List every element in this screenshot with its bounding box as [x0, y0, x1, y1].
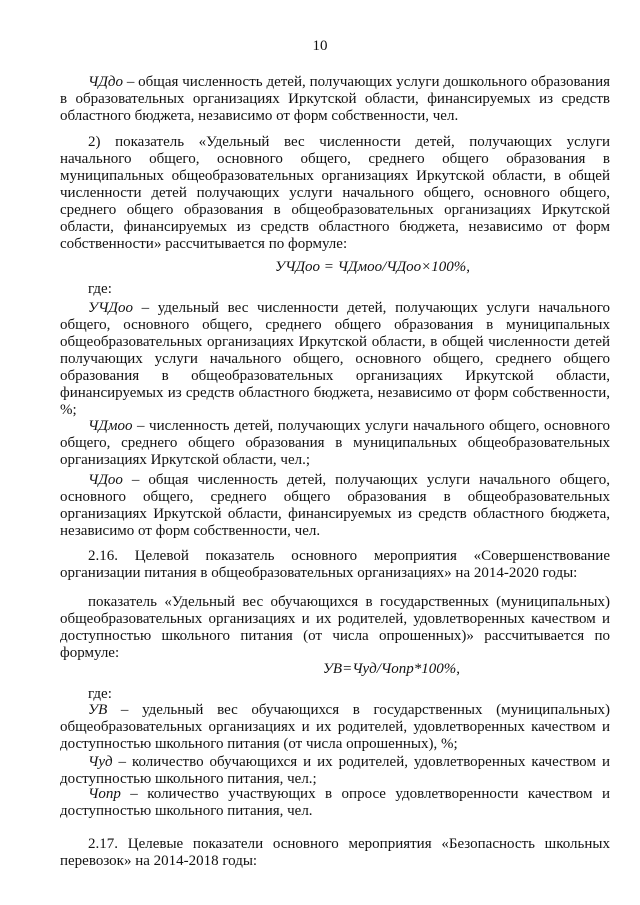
text-line: образования в общеобразовательных организациях Иркутской области, — [60, 368, 610, 384]
text-line: области, финансируемых из средств областного бюджета, независимо от форм — [60, 219, 610, 235]
paragraph — [60, 661, 610, 678]
paragraph — [60, 134, 610, 253]
text-line: общего, среднего общего образования в муниципальных общеобразовательных — [60, 435, 610, 451]
formula-line: УЧДоо = ЧДмоо/ЧДоо×100%, — [275, 259, 470, 275]
text-line: где: — [88, 686, 112, 702]
text-line: доступностью школьного питания (от числа опрошенных), %; — [60, 736, 458, 752]
text-line: перевозок» на 2014-2018 годы: — [60, 853, 258, 869]
text-line: доступностью школьного питания, чел. — [60, 803, 313, 819]
text-line: ЧДдо – общая численность детей, получающих услуги дошкольного образования — [88, 74, 610, 90]
text-line: получающих услуги начального общего, основного общего, среднего общего — [60, 351, 610, 367]
text-line: организации питания в общеобразовательных организациях» на 2014-2020 годы: — [60, 565, 578, 581]
text-line: финансируемых из средств областного бюджета, независимо от форм собственности, — [60, 385, 610, 401]
paragraph — [60, 702, 610, 753]
text-line: Чопр – количество участвующих в опросе удовлетворенности качеством и — [88, 786, 610, 802]
text-line: в образовательных организациях Иркутской области, финансируемых из средств — [60, 91, 610, 107]
page-number: 10 — [312, 38, 328, 54]
text-line: где: — [88, 281, 112, 297]
text-line: общеобразовательных организациях и их родителей, удовлетворенных качеством и — [60, 611, 610, 627]
text-line: формуле: — [60, 645, 120, 661]
text-line: ЧДоо – общая численность детей, получающих услуги начального общего, — [88, 472, 610, 488]
text-line: УЧДоо – удельный вес численности детей, получающих услуги начального — [88, 300, 610, 316]
text-line: среднего общего образования в общеобразовательных организациях Иркутской — [60, 202, 610, 218]
paragraph — [60, 259, 610, 276]
text-line: организациях Иркутской области, чел.; — [60, 452, 311, 468]
paragraph — [60, 300, 610, 419]
text-line: численности детей получающих услуги начального общего, основного общего, — [60, 185, 610, 201]
text-line: 2) показатель «Удельный вес численности детей, получающих услуги — [88, 134, 610, 150]
text-line: собственности» рассчитывается по формуле: — [60, 236, 348, 252]
paragraph — [60, 786, 610, 820]
paragraph — [60, 754, 610, 788]
text-line: Чуд – количество обучающихся и их родителей, удовлетворенных качеством и — [88, 754, 610, 770]
text-line: показатель «Удельный вес обучающихся в государственных (муниципальных) — [88, 594, 610, 610]
text-line: областного бюджета, независимо от форм собственности, чел. — [60, 108, 459, 124]
text-line: общеобразовательных организациях и их родителей, удовлетворенных качеством и — [60, 719, 610, 735]
text-line: организациях Иркутской области, финансируемых из средств областного бюджета, — [60, 506, 610, 522]
text-line: ЧДмоо – численность детей, получающих услуги начального общего, основного — [88, 418, 610, 434]
paragraph — [60, 74, 610, 125]
text-line: муниципальных общеобразовательных организациях Иркутской области, в общей — [60, 168, 610, 184]
text-line: общего, основного общего, среднего общего образования в муниципальных — [60, 317, 610, 333]
paragraph — [60, 594, 610, 662]
paragraph — [60, 686, 610, 703]
text-line: доступностью школьного питания (от числа опрошенных)» рассчитывается по — [60, 628, 610, 644]
text-line: доступностью школьного питания, чел.; — [60, 771, 317, 787]
text-line: начального общего, основного общего, среднего общего образования в — [60, 151, 610, 167]
paragraph — [60, 281, 610, 298]
text-line: независимо от форм собственности, чел. — [60, 523, 321, 539]
text-line: УВ – удельный вес обучающихся в государственных (муниципальных) — [88, 702, 610, 718]
text-line: %; — [60, 402, 77, 418]
paragraph — [60, 472, 610, 540]
formula-line: УВ=Чуд/Чопр*100%, — [322, 661, 460, 677]
text-line: 2.17. Целевые показатели основного мероприятия «Безопасность школьных — [88, 836, 610, 852]
text-line: 2.16. Целевой показатель основного мероприятия «Совершенствование — [88, 548, 610, 564]
paragraph — [60, 548, 610, 582]
text-line: общеобразовательных организациях Иркутской области, в общей численности детей — [60, 334, 610, 350]
paragraph — [60, 418, 610, 469]
text-line: основного общего, среднего общего образования в общеобразовательных — [60, 489, 610, 505]
paragraph — [60, 836, 610, 870]
